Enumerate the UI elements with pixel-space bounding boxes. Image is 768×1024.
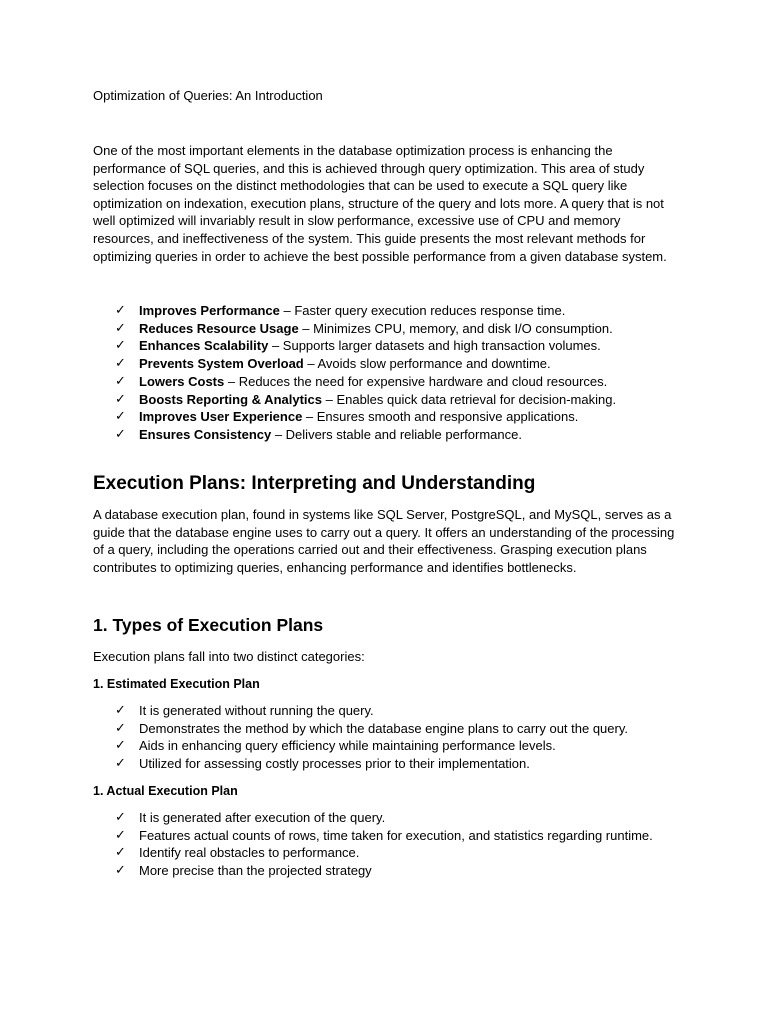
benefit-term: Boosts Reporting & Analytics (139, 391, 322, 407)
list-item (93, 337, 616, 355)
section-heading: Execution Plans: Interpreting and Understanding (93, 473, 536, 494)
benefit-term: Reduces Resource Usage (139, 320, 299, 336)
checkmark-icon: ✓ (115, 863, 126, 879)
estimated-plan-list (93, 702, 628, 773)
list-item-text: It is generated without running the query. (139, 703, 374, 718)
benefit-desc: – Supports larger datasets and high transaction volumes. (268, 338, 601, 354)
checkmark-icon: ✓ (115, 738, 126, 754)
list-item (93, 391, 616, 409)
list-item-text: Demonstrates the method by which the database engine plans to carry out the query. (139, 720, 628, 736)
benefit-desc: – Ensures smooth and responsive applications. (302, 409, 579, 425)
estimated-plan-heading: 1. Estimated Execution Plan (93, 677, 260, 691)
intro-paragraph: One of the most important elements in the database optimization process is enhancing the performance of SQL queries, and this is achieved through query optimization. This area of study selection focuses on the distinct methodologies that can be used to execute a SQL query like optimization on indexation, execution plans, structure of the query and lots more. A query that is not well optimized will invariably result in slow performance, excessive use of CPU and memory resources, and ineffectiveness of the system. This guide presents the most relevant methods for optimizing queries in order to achieve the best possible performance from a given database system. (93, 143, 667, 264)
list-item (93, 373, 616, 391)
list-item (93, 809, 653, 827)
list-item (93, 862, 653, 880)
list-item (93, 755, 628, 773)
benefit-term: Enhances Scalability (139, 338, 269, 354)
list-item (93, 827, 653, 845)
checkmark-icon: ✓ (115, 338, 126, 354)
benefit-term: Improves Performance (139, 303, 280, 318)
document-title: Optimization of Queries: An Introduction (93, 88, 323, 103)
benefit-desc: – Avoids slow performance and downtime. (303, 356, 551, 372)
list-item (93, 737, 628, 755)
list-item (93, 408, 616, 426)
benefit-desc: – Enables quick data retrieval for decision-making. (321, 391, 617, 407)
benefit-desc: – Reduces the need for expensive hardware and cloud resources. (224, 373, 608, 389)
checkmark-icon: ✓ (115, 391, 126, 407)
benefit-term: Prevents System Overload (139, 356, 304, 372)
checkmark-icon: ✓ (115, 845, 126, 861)
list-item-text: It is generated after execution of the query. (139, 810, 386, 825)
list-item (93, 720, 628, 738)
benefit-desc: – Delivers stable and reliable performance. (271, 426, 522, 442)
checkmark-icon: ✓ (115, 356, 126, 372)
list-item (93, 844, 653, 862)
benefit-desc: – Faster query execution reduces response time. (279, 303, 566, 318)
list-item (93, 320, 616, 338)
checkmark-icon: ✓ (115, 303, 126, 318)
benefits-list (93, 302, 616, 444)
checkmark-icon: ✓ (115, 703, 126, 718)
checkmark-icon: ✓ (115, 810, 126, 825)
list-item (93, 355, 616, 373)
checkmark-icon: ✓ (115, 827, 126, 843)
benefit-desc: – Minimizes CPU, memory, and disk I/O consumption. (298, 320, 613, 336)
list-item-text: Aids in enhancing query efficiency while maintaining performance levels. (139, 738, 556, 754)
list-item (93, 302, 616, 320)
checkmark-icon: ✓ (115, 756, 126, 772)
checkmark-icon: ✓ (115, 720, 126, 736)
types-intro: Execution plans fall into two distinct categories: (93, 649, 365, 664)
actual-plan-heading: 1. Actual Execution Plan (93, 784, 238, 798)
list-item (93, 426, 616, 444)
list-item-text: Identify real obstacles to performance. (139, 845, 360, 861)
benefit-term: Improves User Experience (139, 409, 303, 425)
checkmark-icon: ✓ (115, 409, 126, 425)
checkmark-icon: ✓ (115, 373, 126, 389)
section-paragraph: A database execution plan, found in systems like SQL Server, PostgreSQL, and MySQL, serves as a guide that the database engine uses to carry out a query. It offers an understanding of the processing of a query, including the operations carried out and their effectiveness. Grasping execution plans contributes to optimizing queries, enhancing performance and identifies bottlenecks. (93, 507, 675, 576)
list-item-text: Features actual counts of rows, time taken for execution, and statistics regarding runtime. (139, 827, 653, 843)
actual-plan-list (93, 809, 653, 880)
checkmark-icon: ✓ (115, 426, 126, 442)
benefit-term: Lowers Costs (139, 373, 225, 389)
list-item-text: More precise than the projected strategy (139, 863, 372, 879)
types-heading: 1. Types of Execution Plans (93, 615, 324, 635)
checkmark-icon: ✓ (115, 320, 126, 336)
list-item-text: Utilized for assessing costly processes prior to their implementation. (139, 756, 530, 772)
list-item (93, 702, 628, 720)
benefit-term: Ensures Consistency (139, 426, 272, 442)
